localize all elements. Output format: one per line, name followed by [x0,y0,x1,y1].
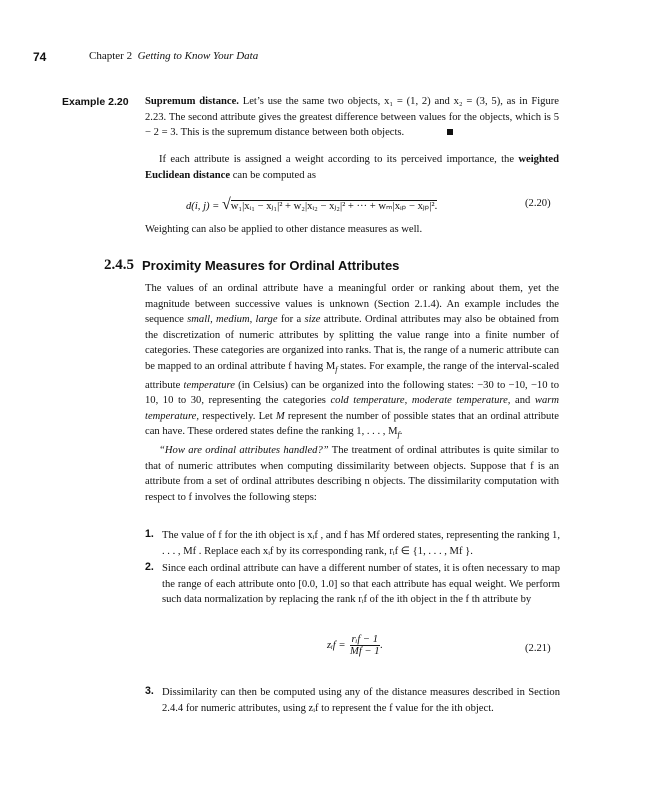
example-label: Example 2.20 [62,96,129,108]
example-body [145,94,559,141]
equation-2-21 [327,634,383,657]
weighted-text-after: can be computed as [232,169,316,181]
weighting-note: Weighting can also be applied to other distance measures as well. [145,224,423,235]
eq221-fraction [350,634,380,657]
weighted-text-before: If each attribute is assigned a weight according to its perceived importance, the [159,154,515,165]
sqrt-icon: √ [222,196,231,213]
step-3-text: Dissimilarity can then be computed using any of the distance measures described in Section 2.4.4 for numeric attributes, using zᵢf to represent the f value for the ith object. [162,687,560,714]
weighted-paragraph [145,152,559,183]
step-2-text: Since each ordinal attribute can have a different number of states, it is often necessary to map the range of each attribute onto [0.0, 1.0] so that each attribute has equal weight. We perform such data normalization by replacing the rank rᵢf of the ith object in the f th attribute by [162,563,560,606]
running-header [89,50,258,62]
equation-rhs: w₁|xᵢ₁ − xⱼ₁|² + w₂|xᵢ₂ − xⱼ₂|² + ··· + wₘ|xᵢₚ − xⱼₚ|². [230,201,438,212]
step-2-number: 2. [145,561,154,573]
page-number: 74 [33,50,47,64]
eq221-lhs: zᵢf = [327,640,346,651]
eq221-dot: . [380,640,383,651]
para1-text-a: The values of an ordinal attribute have a meaningful order or ranking about them, yet the magnitude between successive values is unknown (Section 2.1.4). An example includes the sequence [145,283,559,326]
step-1-text: The value of f for the ith object is xᵢf , and f has Mf ordered states, representing the ranking 1, . . . , Mf . Replace each xᵢf by its corresponding rank, rᵢf ∈ {1, . . . , Mf }. [162,530,560,557]
para1-text-f: and [510,395,535,407]
para1-sequence: small, medium, large [187,314,278,326]
step-1-number: 1. [145,528,154,540]
para1-temperature: temperature [183,379,235,391]
para1-text-h: represent the number of possible states that an ordinal attribute can have. These ordered states define the ranking 1, . . . , M [145,410,559,438]
para1-text-e: (in Celsius) can be organized into the following states: −30 to −10, −10 to 10, 10 to 30, representing the categories [145,379,559,407]
para1-text-b: for a [277,314,305,326]
qed-square-icon [447,129,453,135]
para1-text-g: respectively. Let [199,410,276,422]
section-title: Proximity Measures for Ordinal Attributes [142,258,400,273]
step-3-number: 3. [145,685,154,697]
equation-number-2-21: (2.21) [525,643,551,654]
eq221-denominator: Mf − 1 [350,646,380,657]
ordinal-paragraph-1: The values of an ordinal attribute have a meaningful order or ranking about them, yet the magnitude between successive values is unknown (Section 2.1.4). An example includes the sequence small, medium, large for a size attribute. Ordinal attributes may also be obtained from the discretization of numeric attributes by splitting the value range into a finite number of categories. These categories are organized into ranks. That is, the range of a numeric attribute can be mapped to an ordinal attribute f having $M_f$ states. For example, the range of the interval-scaled attribute temperature (in Celsius) can be organized into the following states: −30 to −10, −10 to 10, 10 to 30, representing the categories cold temperature, moderate temperature, and warm temperature, respectively. Let M represent the number of possible states that an ordinal attribute can have. These ordered states define the ranking 1, . . . , $M_f$. “How are ordinal attributes handled?” The treatment of ordinal attributes is quite similar to that of numeric attributes when computing dissimilarity between objects. Suppose that f is an attribute from a set of ordinal attributes describing n objects. The dissimilarity computation with respect to f involves the following steps: [145,283,560,503]
example-text: Let’s use the same two objects, x₁ = (1, 2) and x₂ = (3, 5), as in Figure 2.23. The second attribute gives the greatest difference between values for the objects, which is 5 − 2 = 3. This is the supremum distance between both objects. [145,96,559,139]
para1-text-c: attribute. Ordinal attributes may also be obtained from the discretization of numeric attributes by splitting the value range into a finite number of categories. These categories are organized into ranks. That is, the range of a numeric attribute can be mapped to an ordinal attribute f having M [145,314,560,372]
chapter-label: Chapter 2 [89,50,133,62]
section-number: 2.4.5 [104,257,134,273]
para2-text: The treatment of ordinal attributes is quite similar to that of numeric attributes when computing dissimilarity between objects. Suppose that f is an attribute from a set of ordinal attributes describing n objects. The dissimilarity computation with respect to f involves the following steps: [145,445,559,503]
para1-size: size [304,314,321,326]
eq221-numerator: rᵢf − 1 [351,634,379,645]
example-title: Supremum distance. [145,96,239,107]
chapter-title: Getting to Know Your Data [137,50,259,62]
para1-categories: cold temperature, moderate temperature, [330,395,511,407]
para1-text-d: states. For example, the range of the interval-scaled attribute [145,360,559,391]
weighted-term: weighted Euclidean distance [145,154,559,181]
para1-warm: warm temperature, [145,395,560,422]
para2-quote: “How are ordinal attributes handled?” [159,445,329,457]
equation-lhs: d(i, j) = [186,201,220,212]
equation-2-20 [186,196,437,214]
equation-number-2-20: (2.20) [525,198,551,209]
